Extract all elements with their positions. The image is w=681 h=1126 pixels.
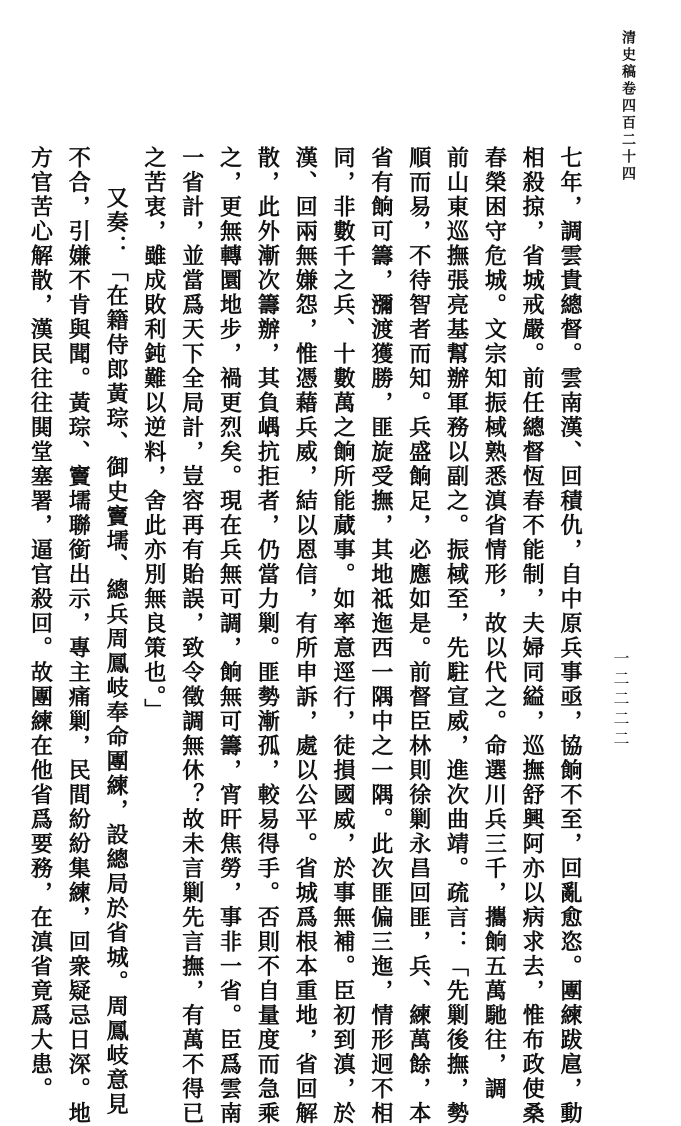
text-column: 散，此外漸次籌辦，其負嵎抗拒者，仍當力剿。匪勢漸孤，較易得手。否則不自量度而急乘 bbox=[254, 146, 281, 1126]
text-column: 前山東巡撫張亮基幫辦軍務以副之。振棫至，先駐宣威，進次曲靖。疏言：「先剿後撫，勢 bbox=[443, 146, 470, 1126]
body-text bbox=[27, 146, 588, 1126]
text-column: 七年，調雲貴總督。雲南漢、回積仇，自中原兵事亟，協餉不至，回亂愈恣。團練跋扈，動 bbox=[557, 146, 583, 1126]
text-column: 之，更無轉圜地步，禍更烈矣。現在兵無可調，餉無可籌，宵旰焦勞，事非一省。臣爲雲南 bbox=[216, 146, 243, 1126]
text-column: 一省計，並當爲天下全局計，豈容再有貽誤，致令徵調無休？故未言剿先言撫，有萬不得已 bbox=[178, 146, 205, 1126]
text-column: 順而易，不待智者而知。兵盛餉足，必應如是。前督臣林則徐剿永昌回匪，兵、練萬餘，本 bbox=[405, 146, 432, 1126]
text-column: 春榮困守危城。文宗知振棫熟悉滇省情形，故以代之。命選川兵三千，攜餉五萬馳往，調 bbox=[481, 146, 508, 1102]
text-column: 之苦衷，雖成敗利鈍難以逆料，舍此亦別無良策也。」 bbox=[140, 146, 167, 723]
text-column: 省有餉可籌，瀰渡獲勝，匪旋受撫，其地祗迤西一隅中之一隅。此次匪偏三迤，情形迥不相 bbox=[367, 146, 394, 1126]
text-column: 不合，引嫌不肯與聞。黃琮、竇壖聯銜出示，專主痛剿，民間紛紛集練，回衆疑忌日深。地 bbox=[65, 146, 92, 1126]
text-column: 漢、回兩無嫌怨，惟憑藉兵威，結以恩信，有所申訴，處以公平。省城爲根本重地，省回解 bbox=[292, 146, 319, 1126]
text-column: 同，非數千之兵、十數萬之餉所能蕆事。如率意逕行，徒損國威，於事無補。臣初到滇，於 bbox=[330, 146, 357, 1126]
running-head: 清史稿卷四百二十四 bbox=[620, 30, 636, 183]
text-column: 又奏：「在籍侍郎黃琮、御史竇壖、總兵周鳳岐奉命團練，設總局於省城。周鳳岐意見 bbox=[103, 186, 130, 1117]
page-number: 一二二二二 bbox=[611, 650, 630, 750]
text-column: 相殺掠，省城戒嚴。前任總督恆春不能制，夫婦同縊，巡撫舒興阿亦以病求去，惟布政使桑 bbox=[519, 146, 546, 1126]
text-column: 方官苦心解散，漢民往往閧堂塞署，逼官殺回。故團練在他省爲要務，在滇省竟爲大患。 bbox=[27, 146, 54, 1102]
